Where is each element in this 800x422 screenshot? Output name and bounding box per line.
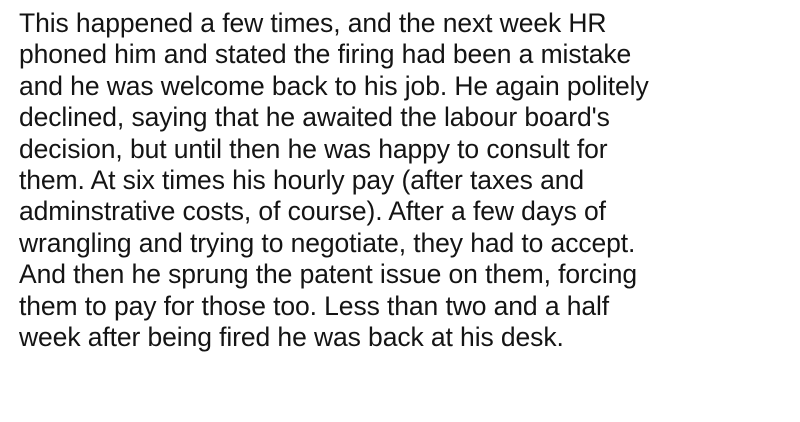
paragraph-line: adminstrative costs, of course). After a few days of — [19, 196, 606, 227]
paragraph-line: phoned him and stated the firing had been a mistake — [19, 39, 632, 70]
paragraph-line: wrangling and trying to negotiate, they had to accept. — [19, 227, 636, 258]
story-paragraph — [19, 8, 799, 353]
paragraph-line: them. At six times his hourly pay (after taxes and — [19, 165, 584, 196]
paragraph-line: and he was welcome back to his job. He again politely — [19, 70, 649, 101]
paragraph-line: This happened a few times, and the next week HR — [19, 8, 607, 38]
paragraph-line: And then he sprung the patent issue on them, forcing — [19, 259, 637, 290]
paragraph-line: declined, saying that he awaited the labour board's — [19, 102, 610, 133]
paragraph-line: week after being fired he was back at his desk. — [19, 322, 564, 353]
paragraph-line: decision, but until then he was happy to consult for — [19, 133, 608, 164]
paragraph-line: them to pay for those too. Less than two and a half — [19, 290, 610, 321]
